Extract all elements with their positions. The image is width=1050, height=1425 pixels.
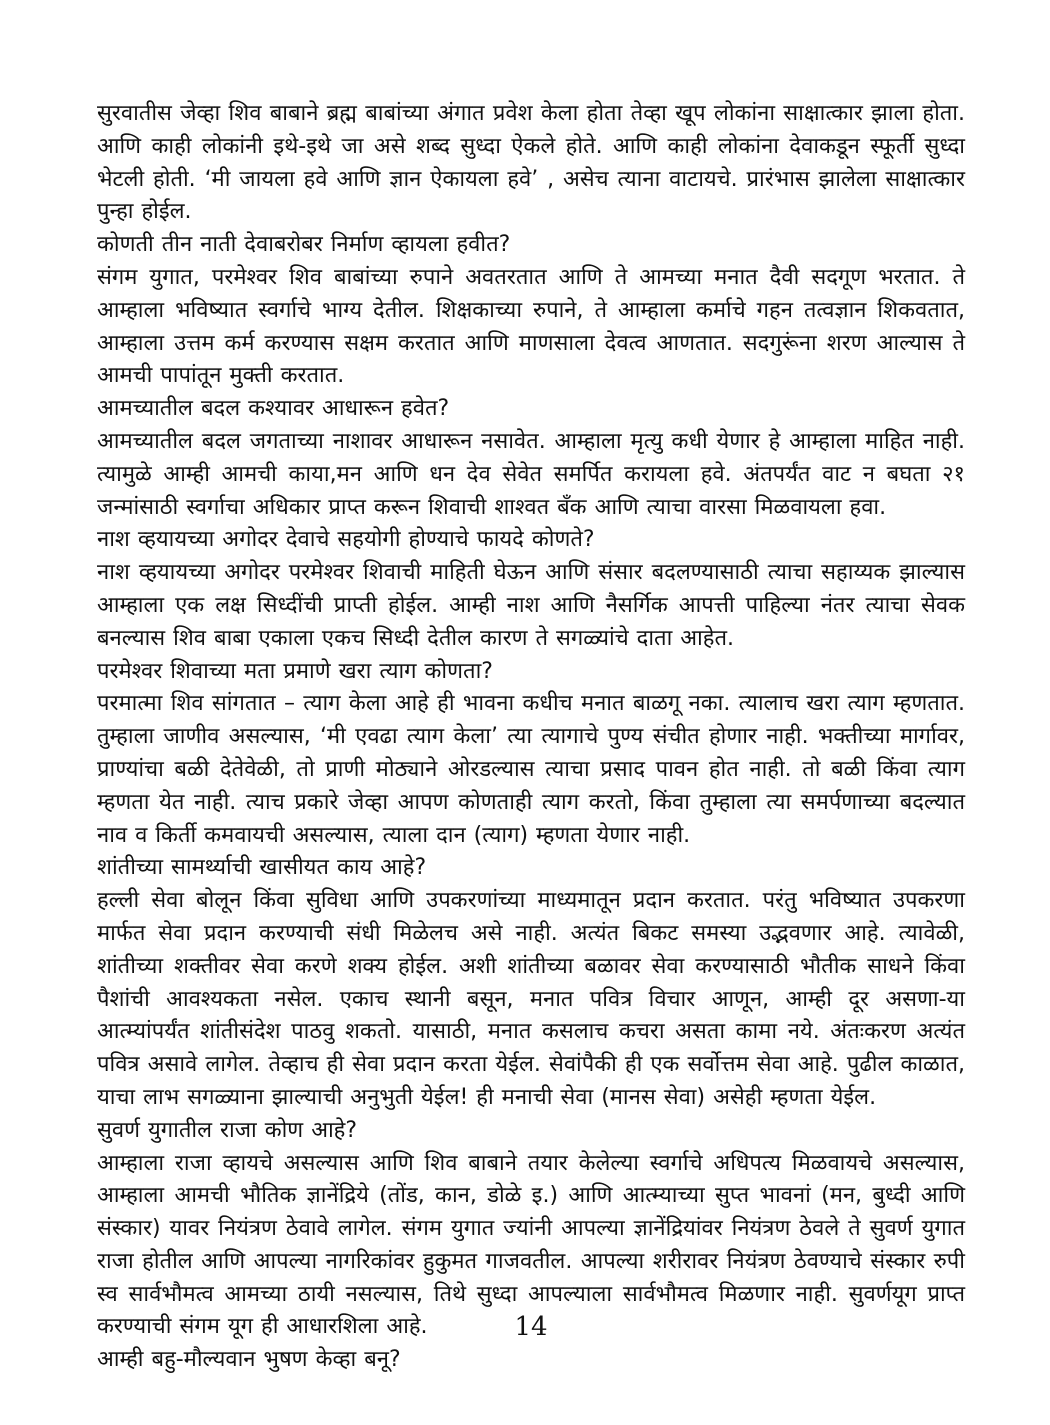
question-5: शांतीच्या सामर्थ्याची खासीयत काय आहे? bbox=[97, 855, 427, 881]
answer-5: हल्ली सेवा बोलून किंवा सुविधा आणि उपकरणांच्या माध्यमातून प्रदान करतात. परंतु भविष्यात उपकरणा मार्फत सेवा प्रदान करण्याची संधी मिळेलच असे नाही. अत्यंत बिकट समस्या उद्भवणार आहे. त्यावेळी, शांतीच्या शक्तीवर सेवा करणे शक्य होईल. अशी शांतीच्या बळावर सेवा करण्यासाठी भौतीक साधने किंवा पैशांची आवश्यकता नसेल. एकाच स्थानी बसून, मनात पवित्र विचार आणून, आम्ही दूर असणा-या आत्म्यांपर्यंत शांतीसंदेश पाठवु शकतो. यासाठी, मनात कसलाच कचरा असता कामा नये. अंतःकरण अत्यंत पवित्र असावे लागेल. तेव्हाच ही सेवा प्रदान करता येईल. सेवांपैकी ही एक सर्वोत्तम सेवा आहे. पुढील काळात, याचा लाभ सगळ्याना झाल्याची अनुभुती येईल! ही मनाची सेवा (मानस सेवा) असेही म्हणता येईल. bbox=[97, 888, 965, 1110]
question-7: आम्ही बहु-मौल्यवान भुषण केव्हा बनू? bbox=[97, 1347, 401, 1373]
answer-1: संगम युगात, परमेश्वर शिव बाबांच्या रुपाने अवतरतात आणि ते आमच्या मनात दैवी सदगूण भरतात. ते आम्हाला भविष्यात स्वर्गाचे भाग्य देतील. शिक्षकाच्या रुपाने, ते आम्हाला कर्माचे गहन तत्वज्ञान शिकवतात, आम्हाला उत्तम कर्म करण्यास सक्षम करतात आणि माणसाला देवत्व आणतात. सदगुरूंना शरण आल्यास ते आमची पापांतून मुक्ती करतात. bbox=[97, 264, 965, 389]
document-text-block bbox=[97, 98, 965, 1377]
answer-2: आमच्यातील बदल जगताच्या नाशावर आधारून नसावेत. आम्हाला मृत्यु कधी येणार हे आम्हाला माहित नाही. त्यामुळे आम्ही आमची काया,मन आणि धन देव सेवेत समर्पित करायला हवे. अंतपर्यंत वाट न बघता २१ जन्मांसाठी स्वर्गाचा अधिकार प्राप्त करून शिवाची शाश्वत बँक आणि त्याचा वारसा मिळवायला हवा. bbox=[97, 428, 965, 520]
question-4: परमेश्वर शिवाच्या मता प्रमाणे खरा त्याग कोणता? bbox=[97, 658, 493, 684]
intro-paragraph: सुरवातीस जेव्हा शिव बाबाने ब्रह्म बाबांच्या अंगात प्रवेश केला होता तेव्हा खूप लोकांना साक्षात्कार झाला होता. आणि काही लोकांनी इथे-इथे जा असे शब्द सुध्दा ऐकले होते. आणि काही लोकांना देवाकडून स्फूर्ती सुध्दा भेटली होती. ‘मी जायला हवे आणि ज्ञान ऐकायला हवे’ , असेच त्याना वाटायचे. प्रारंभास झालेला साक्षात्कार पुन्हा होईल. bbox=[97, 101, 965, 225]
answer-6: आम्हाला राजा व्हायचे असल्यास आणि शिव बाबाने तयार केलेल्या स्वर्गाचे अधिपत्य मिळवायचे असल्यास, आम्हाला आमची भौतिक ज्ञानेंद्रिये (तोंड, कान, डोळे इ.) आणि आत्म्याच्या सुप्त भावनां (मन, बुध्दी आणि संस्कार) यावर नियंत्रण ठेवावे लागेल. संगम युगात ज्यांनी आपल्या ज्ञानेंद्रियांवर नियंत्रण ठेवले ते सुवर्ण युगात राजा होतील आणि आपल्या नागरिकांवर हुकुमत गाजवतील. आपल्या शरीरावर नियंत्रण ठेवण्याचे संस्कार रुपी स्व सार्वभौमत्व आमच्या ठायी नसल्यास, तिथे सुध्दा आपल्याला सार्वभौमत्व मिळणार नाही. सुवर्णयूग प्राप्त करण्याची संगम यूग ही आधारशिला आहे. bbox=[97, 1150, 965, 1340]
question-2: आमच्यातील बदल कश्यावर आधारून हवेत? bbox=[97, 396, 450, 422]
answer-4: परमात्मा शिव सांगतात – त्याग केला आहे ही भावना कधीच मनात बाळगू नका. त्यालाच खरा त्याग म्हणतात. तुम्हाला जाणीव असल्यास, ‘मी एवढा त्याग केला’ त्या त्यागाचे पुण्य संचीत होणार नाही. भक्तीच्या मार्गावर, प्राण्यांचा बळी देतेवेळी, तो प्राणी मोठ्याने ओरडल्यास त्याचा प्रसाद पावन होत नाही. तो बळी किंवा त्याग म्हणता येत नाही. त्याच प्रकारे जेव्हा आपण कोणताही त्याग करतो, किंवा तुम्हाला त्या समर्पणाच्या बदल्यात नाव व किर्ती कमवायची असल्यास, त्याला दान (त्याग) म्हणता येणार नाही. bbox=[97, 691, 965, 848]
question-1: कोणती तीन नाती देवाबरोबर निर्माण व्हायला हवीत? bbox=[97, 232, 511, 258]
question-6: सुवर्ण युगातील राजा कोण आहे? bbox=[97, 1117, 358, 1143]
question-3: नाश व्हयायच्या अगोदर देवाचे सहयोगी होण्याचे फायदे कोणते? bbox=[97, 527, 595, 553]
answer-3: नाश व्हयायच्या अगोदर परमेश्वर शिवाची माहिती घेऊन आणि संसार बदलण्यासाठी त्याचा सहाय्यक झाल्यास आम्हाला एक लक्ष सिध्दींची प्राप्ती होईल. आम्ही नाश आणि नैसर्गिक आपत्ती पाहिल्या नंतर त्याचा सेवक बनल्यास शिव बाबा एकाला एकच सिध्दी देतील कारण ते सगळ्यांचे दाता आहेत. bbox=[97, 560, 965, 651]
page-number: 14 bbox=[514, 1312, 548, 1342]
